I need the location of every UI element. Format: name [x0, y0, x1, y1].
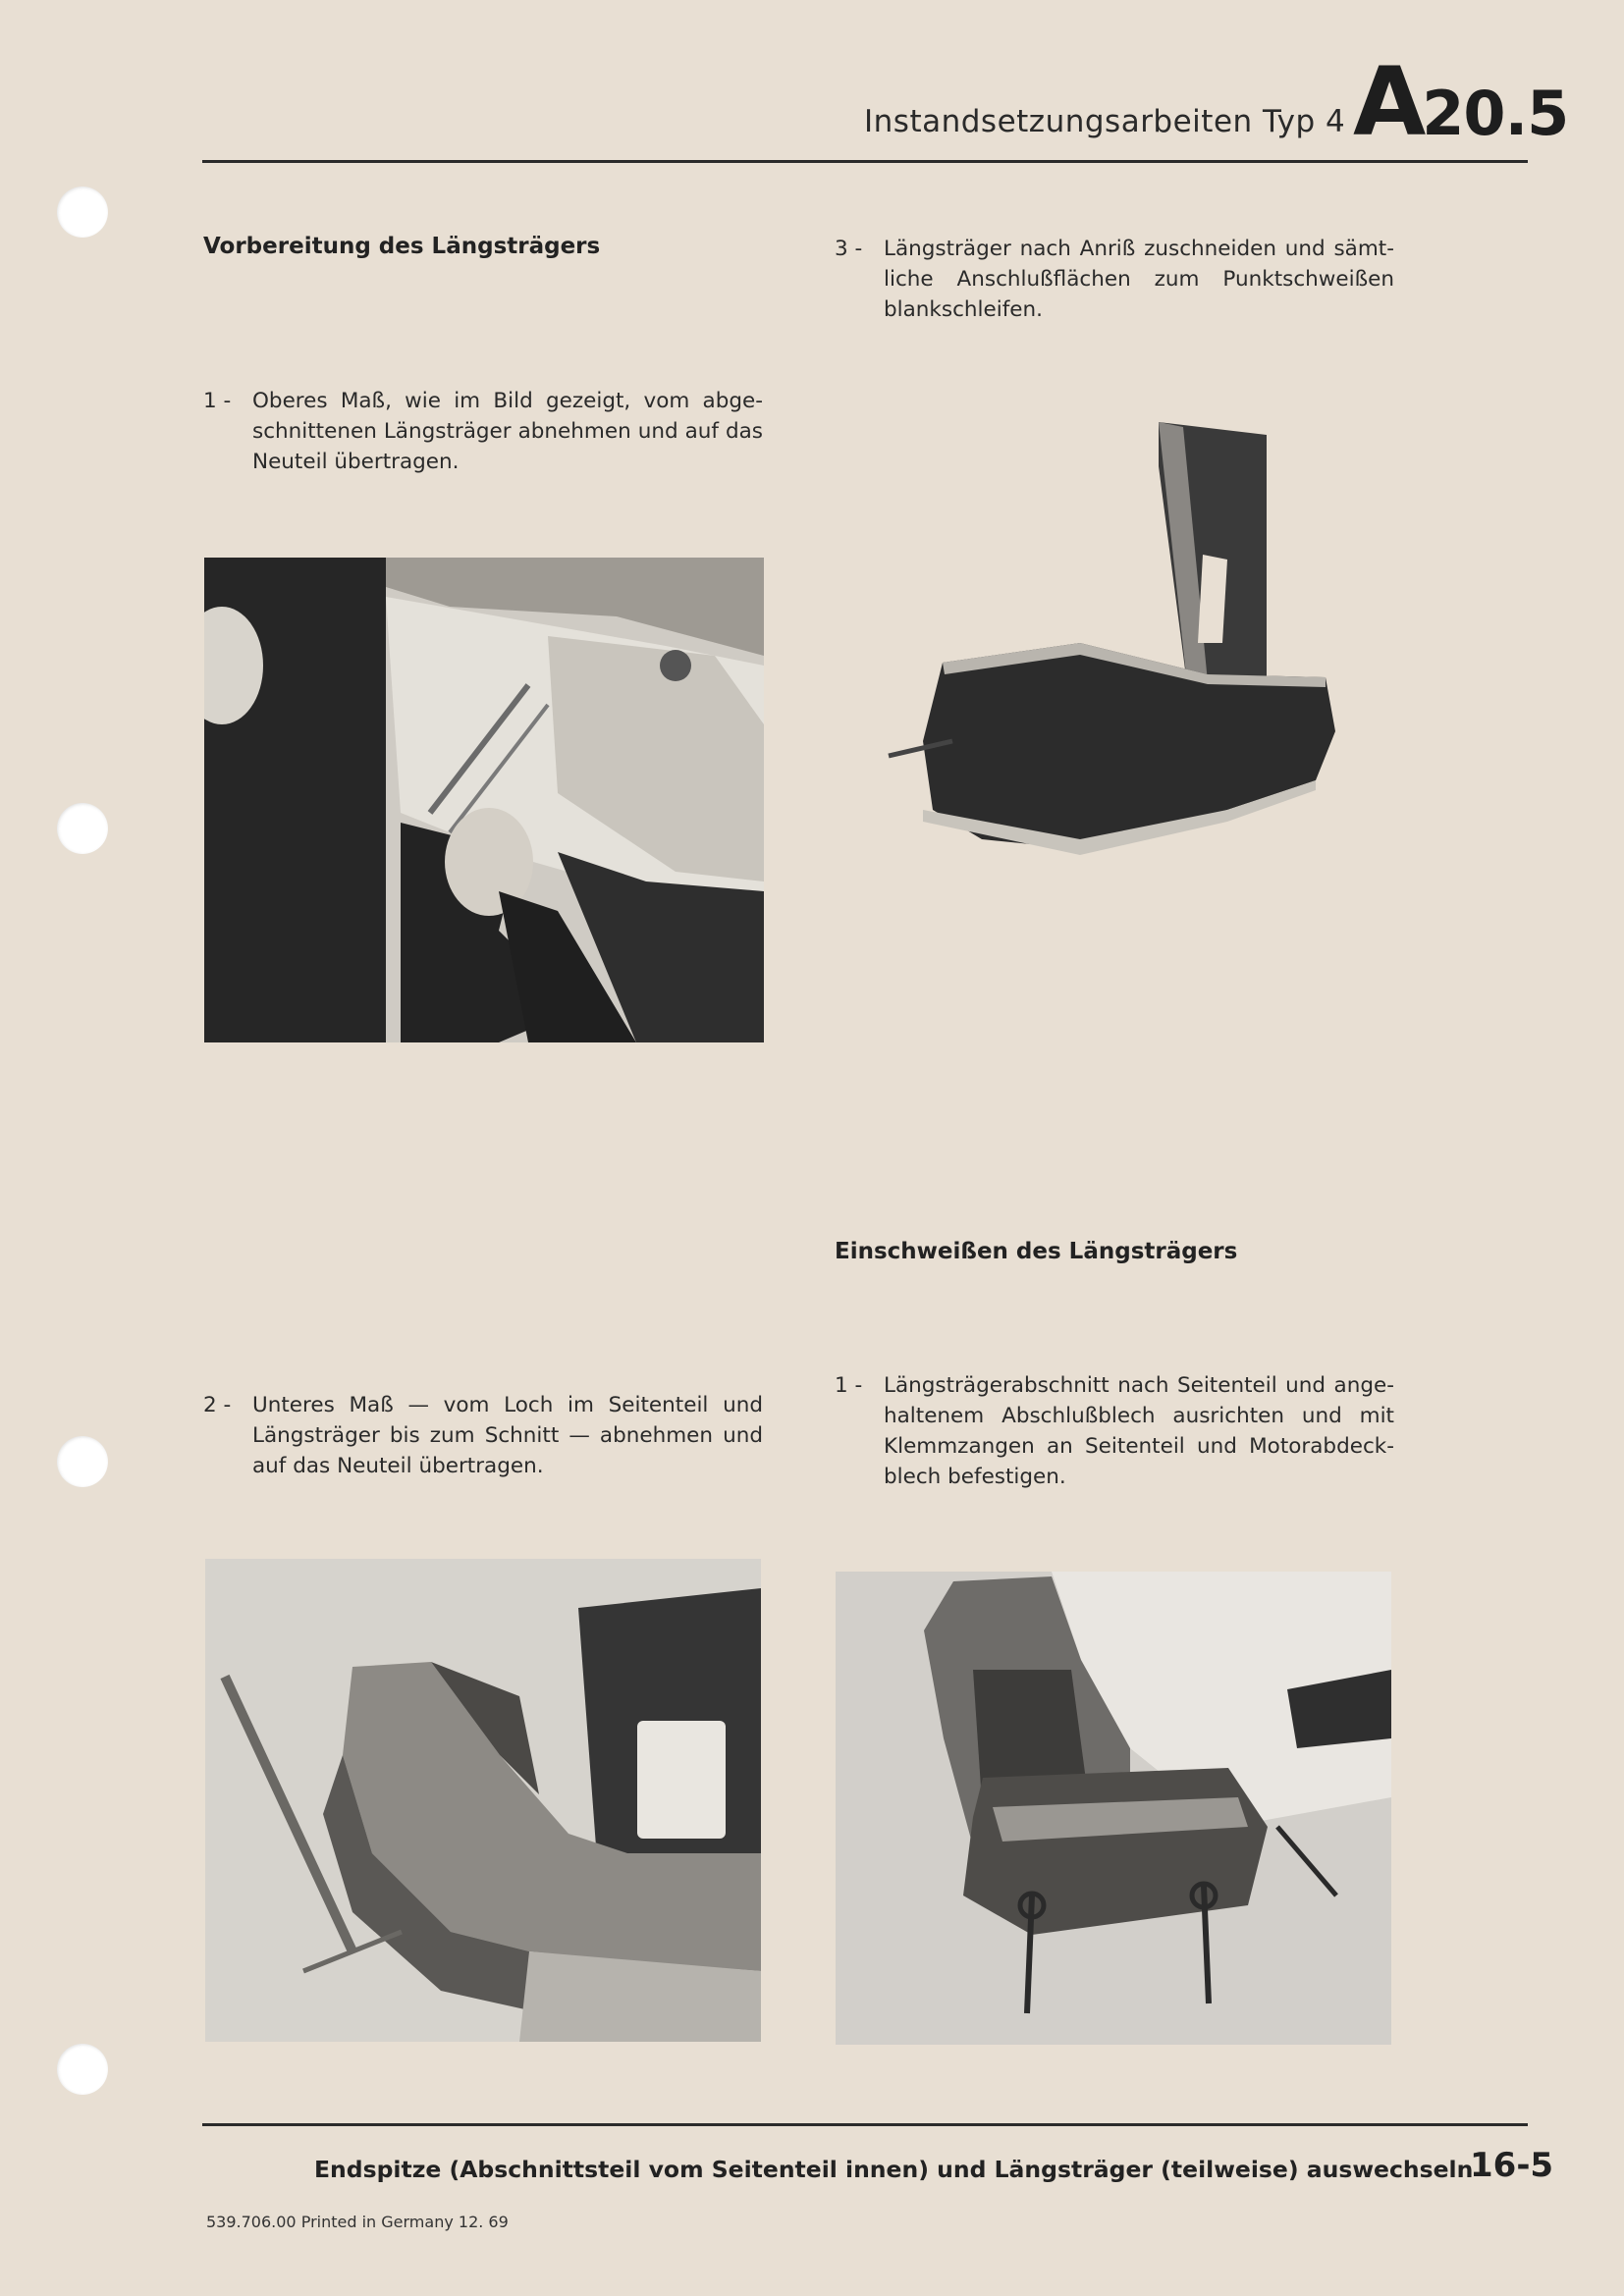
punch-hole-3: [57, 1436, 108, 1487]
section-heading-welding: Einschweißen des Längsträgers: [835, 1239, 1238, 1264]
page-number: 16-5: [1470, 2146, 1554, 2185]
step-3-preparation: [835, 234, 1394, 332]
section-code-number: 20.5: [1422, 78, 1569, 149]
punch-hole-1: [57, 187, 108, 238]
footer-rule: [202, 2123, 1528, 2126]
step-number: 1 -: [203, 389, 232, 413]
step-2-preparation: [203, 1390, 763, 1488]
section-code-letter: A: [1353, 47, 1423, 157]
photo-clamped-member: [836, 1572, 1391, 2045]
step-1-preparation: [203, 386, 763, 484]
step-text: Längsträgerabschnitt nach Seitenteil und angehaltenem Abschlußblech ausrichten und mit Klemmzangen an Seitenteil und Motorabdeckblech befestigen.: [884, 1373, 1394, 1489]
step-number: 3 -: [835, 237, 863, 261]
punch-hole-2: [57, 803, 108, 854]
photo-cut-longitudinal-member: [884, 417, 1335, 859]
step-number: 2 -: [203, 1393, 232, 1417]
footer-title: Endspitze (Abschnittsteil vom Seitenteil innen) und Längsträger (teilweise) auswechseln: [314, 2156, 1474, 2183]
photo-measuring-upper: [204, 558, 764, 1042]
step-number: 1 -: [835, 1373, 863, 1398]
print-info: 539.706.00 Printed in Germany 12. 69: [206, 2213, 509, 2231]
step-text: Längsträger nach Anriß zuschneiden und sämtliche Anschlußflächen zum Punktschweißen blankschleifen.: [884, 237, 1394, 322]
section-heading-preparation: Vorbereitung des Längsträgers: [203, 234, 601, 259]
header-title: Instandsetzungsarbeiten Typ 4: [864, 104, 1346, 139]
step-text: Unteres Maß — vom Loch im Seitenteil und Längsträger bis zum Schnitt — abnehmen und auf das Neuteil übertragen.: [252, 1393, 763, 1478]
punch-hole-4: [57, 2044, 108, 2095]
section-code: [1353, 47, 1568, 157]
step-text: Oberes Maß, wie im Bild gezeigt, vom abgeschnittenen Längsträger abnehmen und auf das Neuteil übertragen.: [252, 389, 763, 474]
header-rule: [202, 160, 1528, 163]
step-1-welding: [835, 1370, 1394, 1498]
photo-measuring-lower: [205, 1559, 761, 2042]
